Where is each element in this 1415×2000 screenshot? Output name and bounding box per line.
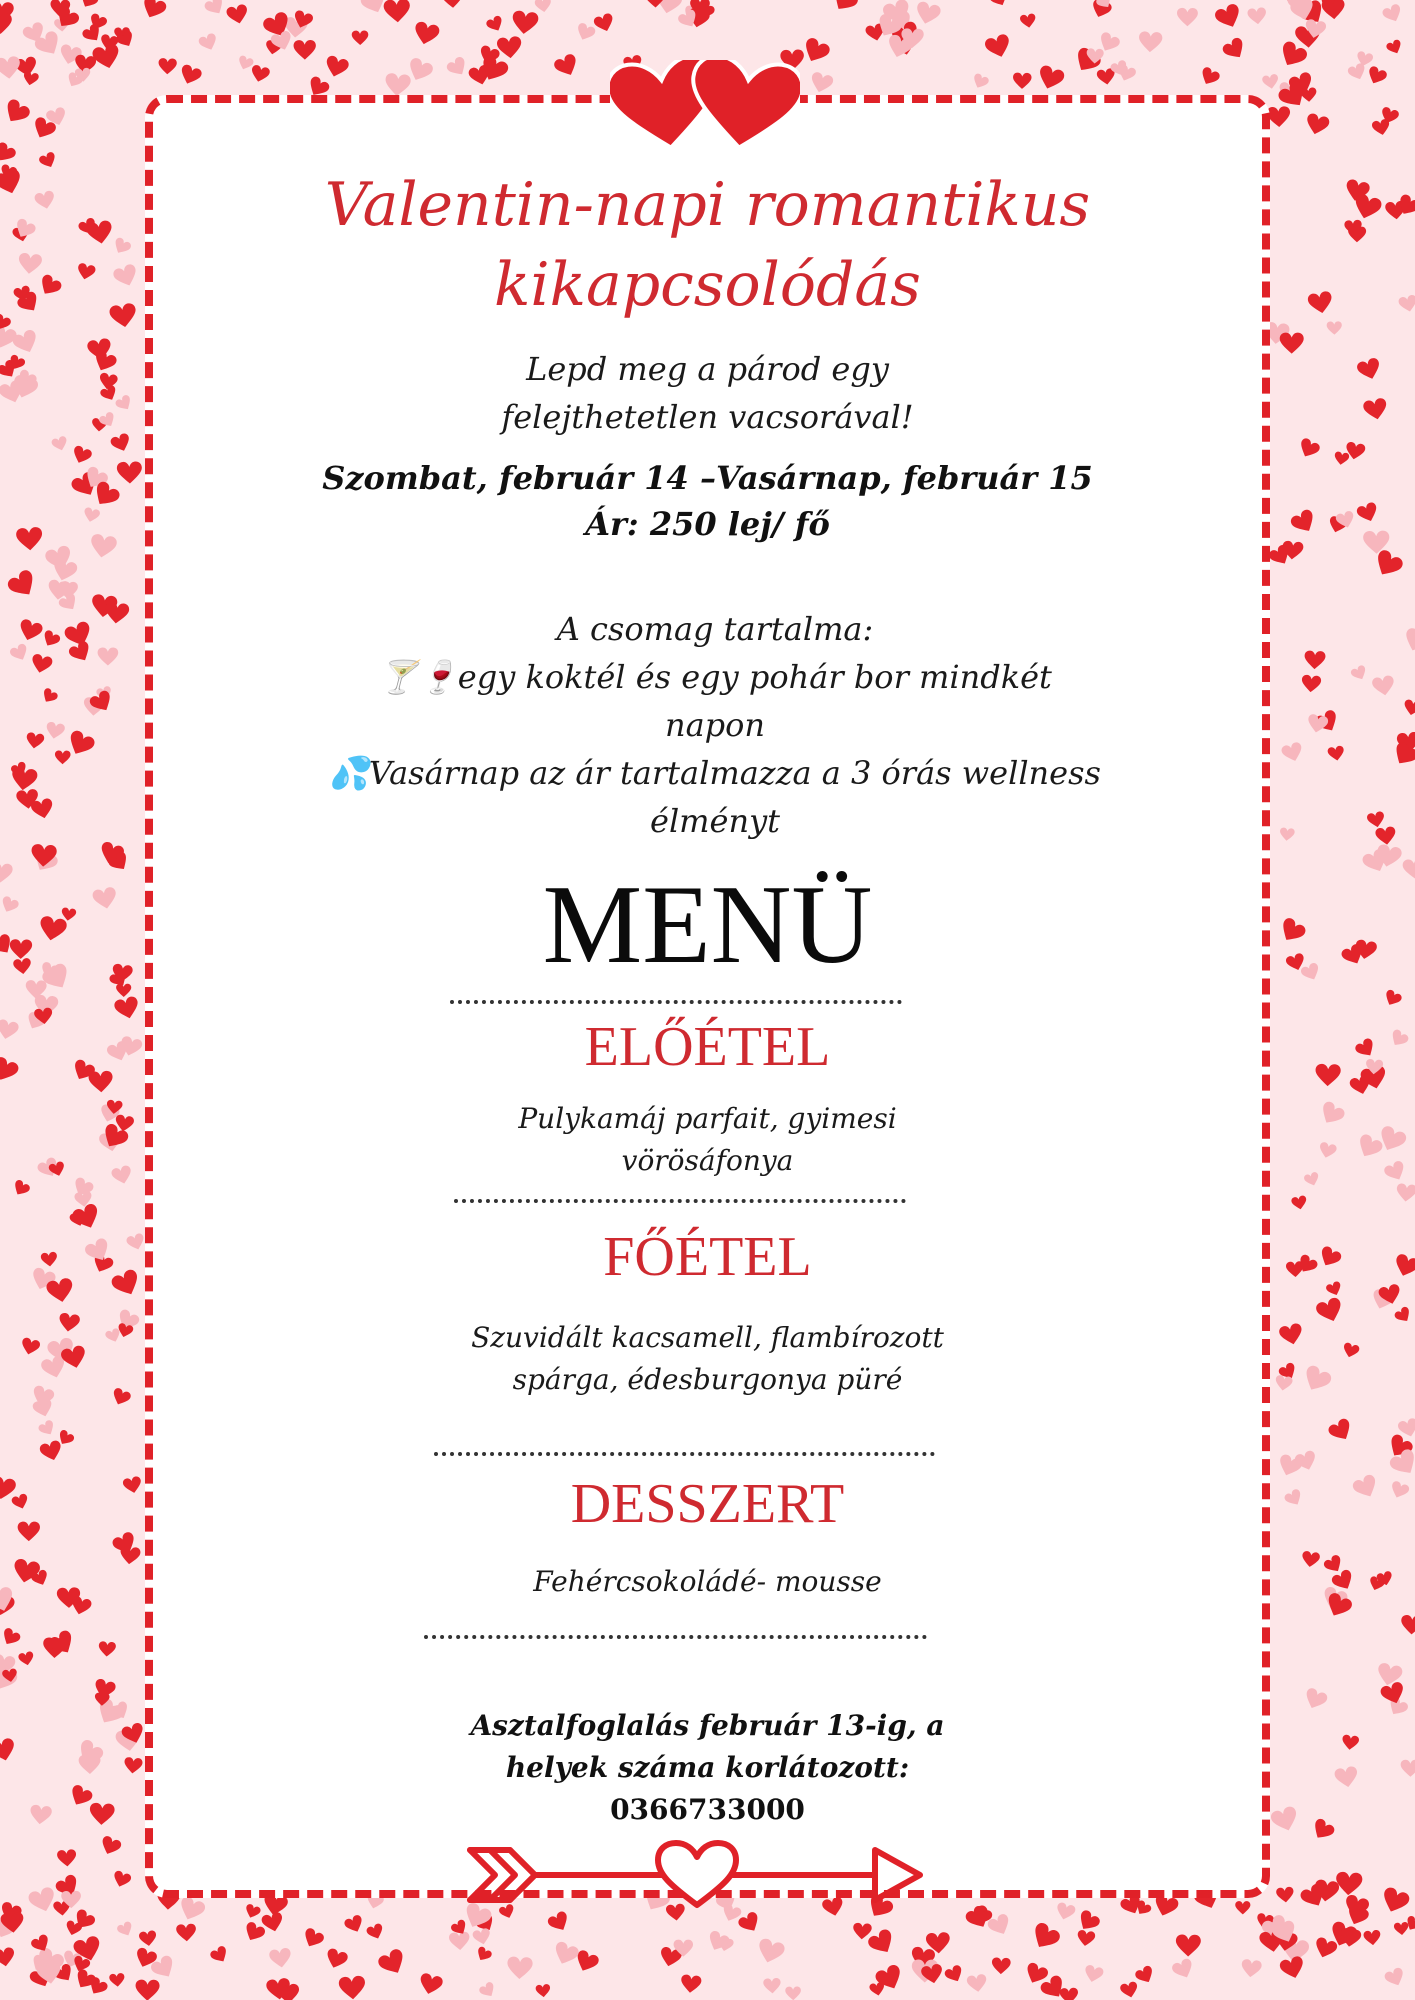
heart-icon	[1302, 1687, 1329, 1713]
heart-icon	[1350, 664, 1369, 682]
heart-icon	[1396, 1183, 1415, 1202]
heart-icon	[1354, 1037, 1378, 1061]
heart-icon	[535, 1984, 551, 1998]
heart-icon	[0, 141, 18, 166]
heart-icon	[324, 1947, 349, 1971]
heart-icon	[11, 1179, 31, 1199]
heart-icon	[98, 372, 118, 390]
heart-icon	[0, 1627, 22, 1649]
heart-icon	[1301, 1551, 1321, 1569]
heart-icon	[37, 1419, 57, 1438]
heart-icon	[1279, 827, 1295, 841]
heart-icon	[78, 0, 100, 11]
heart-icon	[1276, 39, 1309, 71]
heart-icon	[1083, 1964, 1105, 1984]
divider	[424, 1635, 927, 1639]
heart-icon	[1221, 36, 1249, 63]
heart-icon	[0, 862, 13, 883]
heart-icon	[1134, 1964, 1157, 1986]
heart-icon	[1075, 1908, 1102, 1934]
heart-icon	[116, 984, 131, 997]
heart-icon	[91, 43, 122, 72]
heart-icon	[76, 262, 97, 281]
heart-icon	[1289, 508, 1319, 537]
heart-icon	[178, 63, 203, 87]
heart-icon	[1334, 1766, 1360, 1789]
heart-icon	[104, 602, 130, 625]
booking-line-2: helyek száma korlátozott:	[505, 1751, 910, 1784]
date-range: Szombat, február 14 –Vasárnap, február 15	[322, 459, 1093, 497]
double-heart-icon	[610, 60, 800, 150]
heart-icon	[37, 915, 67, 943]
heart-icon	[1403, 699, 1415, 717]
heart-icon	[1327, 1417, 1356, 1445]
heart-icon	[1315, 1064, 1341, 1087]
heart-icon	[1280, 741, 1305, 764]
heart-icon	[243, 1903, 261, 1920]
heart-icon	[383, 0, 411, 23]
heart-icon	[18, 1522, 40, 1542]
package-drinks	[325, 653, 1105, 749]
heart-icon	[1198, 66, 1221, 88]
heart-icon	[116, 1920, 135, 1938]
heart-icon	[1388, 1028, 1410, 1050]
heart-icon	[1307, 290, 1334, 315]
title-line-1: Valentin-napi romantikus	[324, 170, 1091, 240]
intro-line-2: felejthetetlen vacsorával!	[501, 398, 914, 436]
heart-icon	[323, 55, 350, 80]
heart-icon	[1321, 0, 1345, 20]
heart-icon	[1365, 65, 1388, 87]
heart-icon	[88, 1071, 113, 1093]
heart-icon	[984, 33, 1014, 61]
section-heading-starter: ELŐÉTEL	[584, 1016, 831, 1078]
heart-icon	[1171, 1957, 1197, 1981]
heart-icon	[0, 1737, 17, 1763]
heart-icon	[82, 507, 100, 524]
heart-icon	[485, 15, 505, 35]
heart-icon	[1385, 39, 1404, 57]
heart-icon	[114, 394, 134, 414]
heart-icon	[112, 263, 140, 290]
heart-icon	[135, 1979, 159, 2000]
heart-icon	[551, 1940, 580, 1968]
heart-icon	[300, 1927, 325, 1951]
heart-icon	[1371, 675, 1396, 697]
intro-text	[145, 345, 1270, 441]
heart-icon	[1013, 73, 1032, 90]
heart-icon	[98, 1835, 122, 1858]
heart-icon	[417, 1972, 443, 1996]
heart-icon	[966, 1974, 988, 1994]
heart-icon	[34, 190, 57, 211]
event-dates	[145, 455, 1270, 547]
heart-icon	[1401, 626, 1415, 654]
heart-icon	[98, 1641, 116, 1657]
heart-icon	[829, 0, 860, 16]
heart-icon	[1036, 64, 1066, 92]
heart-icon	[0, 1019, 20, 1042]
heart-icon	[1354, 1132, 1384, 1161]
heart-icon	[988, 0, 1010, 9]
heart-icon	[226, 4, 250, 26]
heart-icon	[1028, 1921, 1062, 1954]
price: Ár: 250 lej/ fő	[585, 505, 830, 543]
section-heading-main: FŐÉTEL	[603, 1226, 812, 1288]
heart-icon	[269, 1947, 293, 1969]
heart-icon	[1325, 1280, 1343, 1297]
title-line-2: kikapcsolódás	[494, 250, 921, 320]
heart-icon	[1300, 962, 1323, 984]
heart-icon	[1020, 13, 1037, 29]
heart-icon	[236, 55, 254, 72]
dish-main	[145, 1317, 1270, 1401]
heart-icon	[1383, 1159, 1409, 1183]
heart-icon	[1401, 1615, 1415, 1635]
heart-icon	[1247, 7, 1267, 25]
heart-icon	[109, 432, 132, 454]
dish-line: Fehércsokoládé- mousse	[533, 1565, 882, 1598]
heart-icon	[92, 886, 119, 911]
heart-icon	[1076, 1930, 1096, 1948]
heart-icon	[40, 629, 61, 649]
heart-icon	[1382, 989, 1403, 1009]
heart-icon	[1317, 1245, 1343, 1270]
heart-icon	[1296, 437, 1321, 461]
heart-icon	[1266, 106, 1290, 128]
heart-icon	[1388, 1480, 1410, 1501]
heart-icon	[89, 533, 118, 559]
heart-icon	[763, 1978, 781, 1994]
heart-icon	[1317, 1100, 1347, 1129]
heart-icon	[552, 52, 581, 79]
heart-icon	[110, 1268, 144, 1300]
heart-icon	[546, 1910, 572, 1935]
heart-icon	[1327, 745, 1345, 762]
heart-icon	[1333, 451, 1349, 466]
heart-icon	[593, 12, 616, 34]
heart-icon	[123, 1757, 143, 1775]
heart-icon	[496, 36, 522, 60]
heart-icon	[176, 1895, 207, 1924]
heart-icon	[680, 1974, 702, 1994]
heart-icon	[785, 1986, 801, 2000]
heart-icon	[365, 1922, 385, 1941]
heart-icon	[27, 1886, 58, 1915]
heart-icon	[197, 32, 219, 53]
droplets-icon: 💦	[329, 754, 369, 792]
heart-icon	[16, 527, 43, 551]
divider	[434, 1452, 935, 1456]
heart-icon	[1347, 62, 1368, 82]
heart-icon	[343, 1914, 366, 1935]
heart-icon	[1301, 675, 1322, 693]
heart-icon	[242, 1920, 267, 1944]
heart-icon	[18, 1651, 35, 1667]
dish-line: Szuvidált kacsamell, flambírozott	[471, 1321, 944, 1354]
heart-icon	[866, 1927, 898, 1958]
heart-icon	[1235, 1901, 1250, 1914]
dish-line: Pulykamáj parfait, gyimesi	[518, 1102, 897, 1135]
phone-number: 0366733000	[610, 1793, 805, 1826]
heart-icon	[0, 895, 20, 915]
heart-icon	[1318, 1141, 1338, 1159]
heart-icon	[1363, 1930, 1381, 1946]
heart-icon	[449, 1931, 471, 1950]
heart-icon	[1304, 650, 1326, 669]
heart-icon	[55, 750, 71, 764]
heart-icon	[38, 151, 58, 171]
heart-icon	[1291, 1195, 1308, 1211]
heart-icon	[70, 445, 93, 467]
dish-line: spárga, édesburgonya püré	[512, 1363, 903, 1396]
divider	[450, 1000, 902, 1004]
heart-icon	[1262, 74, 1280, 91]
dish-dessert	[145, 1561, 1270, 1603]
heart-icon	[40, 1251, 58, 1267]
heart-icon	[1303, 1171, 1321, 1188]
heart-icon	[800, 36, 832, 66]
heart-icon	[1269, 1805, 1301, 1834]
heart-icon	[249, 64, 270, 84]
drinks-text: egy koktél és egy pohár bor mindkét napon	[457, 658, 1052, 744]
heart-icon	[1327, 321, 1342, 335]
heart-icon	[442, 0, 464, 8]
heart-icon	[98, 648, 119, 666]
heart-icon	[89, 1803, 115, 1826]
heart-icon	[71, 1202, 103, 1232]
package-wellness	[325, 749, 1105, 845]
heart-icon	[11, 1493, 31, 1511]
heart-icon	[117, 461, 143, 484]
heart-icon	[971, 72, 990, 90]
heart-icon	[30, 653, 54, 675]
heart-icon	[1177, 8, 1198, 26]
heart-icon	[1335, 1871, 1363, 1896]
heart-icon	[1401, 1760, 1415, 1777]
heart-icon	[5, 568, 40, 602]
heart-icon	[755, 1937, 786, 1966]
heart-icon	[445, 55, 470, 79]
heart-icon	[122, 1476, 143, 1495]
heart-icon	[111, 236, 132, 257]
heart-icon	[58, 1312, 81, 1333]
intro-line-1: Lepd meg a párod egy	[526, 350, 889, 388]
heart-icon	[1392, 1253, 1415, 1280]
heart-icon	[472, 1928, 492, 1947]
heart-icon	[1371, 118, 1391, 136]
heart-icon	[943, 1964, 965, 1985]
heart-icon	[1283, 1488, 1305, 1509]
heart-icon	[1402, 858, 1415, 880]
heart-icon	[352, 30, 369, 45]
heart-icon	[1375, 1124, 1408, 1155]
heart-icon	[203, 0, 227, 18]
heart-icon	[29, 1804, 52, 1825]
heart-icon	[991, 1957, 1010, 1974]
heart-icon	[808, 71, 834, 95]
menu-title: MENÜ	[542, 863, 873, 987]
heart-icon	[10, 939, 33, 959]
heart-icon	[51, 435, 69, 452]
page-title	[145, 165, 1270, 325]
heart-icon	[113, 995, 141, 1021]
heart-icon	[1394, 1922, 1410, 1936]
heart-icon	[1304, 112, 1331, 137]
heart-icon	[111, 1870, 132, 1890]
heart-icon	[1366, 811, 1386, 829]
heart-icon	[338, 1975, 366, 2000]
heart-icon	[474, 1945, 493, 1963]
heart-icon	[158, 58, 177, 75]
heart-icon	[1240, 1959, 1262, 1979]
heart-icon	[20, 1337, 41, 1357]
heart-icon	[36, 273, 63, 299]
heart-icon	[125, 1232, 146, 1252]
heart-icon	[176, 1923, 197, 1941]
arrow-heart-icon	[465, 1840, 930, 1910]
heart-icon	[1060, 1987, 1079, 2000]
heart-icon	[1278, 1322, 1304, 1346]
heart-icon	[39, 1439, 65, 1463]
heart-icon	[1356, 357, 1383, 382]
heart-icon	[57, 1849, 77, 1867]
heart-icon	[384, 73, 411, 97]
heart-icon	[412, 21, 441, 47]
heart-icon	[914, 0, 942, 26]
booking-line-1: Asztalfoglalás február 13-ig, a	[470, 1709, 945, 1742]
heart-icon	[574, 22, 596, 43]
package-contents	[325, 605, 1105, 845]
section-heading-dessert: DESSZERT	[570, 1473, 845, 1535]
heart-icon	[0, 13, 12, 34]
heart-icon	[1138, 31, 1162, 53]
heart-icon	[139, 1930, 158, 1947]
heart-icon	[478, 1981, 498, 2000]
heart-icon	[25, 732, 45, 750]
heart-icon	[1309, 1817, 1336, 1844]
heart-icon	[209, 1945, 231, 1966]
heart-icon	[1276, 916, 1307, 946]
heart-icon	[40, 687, 59, 706]
heart-icon	[1381, 3, 1404, 25]
dish-starter	[145, 1098, 1270, 1182]
heart-icon	[1362, 397, 1389, 421]
heart-icon	[1176, 1934, 1201, 1956]
heart-icon	[1314, 1296, 1345, 1325]
heart-icon	[1312, 1936, 1338, 1961]
heart-icon	[139, 0, 168, 22]
heart-icon	[1351, 1473, 1381, 1502]
heart-icon	[507, 1956, 533, 1979]
heart-icon	[1274, 1375, 1293, 1392]
heart-icon	[1341, 1734, 1359, 1750]
heart-icon	[1279, 1955, 1307, 1981]
heart-icon	[9, 642, 31, 663]
heart-icon	[1119, 1981, 1139, 2000]
heart-icon	[45, 721, 66, 740]
wellness-text: Vasárnap az ár tartalmazza a 3 órás wellness élményt	[368, 754, 1101, 840]
heart-icon	[1276, 1886, 1295, 1903]
heart-icon	[17, 618, 44, 643]
heart-icon	[86, 220, 115, 246]
heart-icon	[1375, 826, 1397, 846]
heart-icon	[376, 1947, 409, 1979]
heart-icon	[534, 0, 552, 13]
heart-icon	[1355, 501, 1380, 524]
heart-icon	[1383, 1966, 1407, 1989]
heart-icon	[0, 1055, 20, 1085]
heart-icon	[1341, 1342, 1360, 1359]
heart-icon	[1398, 294, 1415, 313]
heart-icon	[17, 252, 42, 275]
heart-icon	[110, 1165, 133, 1186]
heart-icon	[0, 1947, 16, 1968]
heart-icon	[110, 1387, 132, 1408]
heart-icon	[852, 1923, 872, 1940]
heart-icon	[1300, 1364, 1334, 1396]
heart-icon	[1054, 1902, 1076, 1922]
heart-icon	[109, 302, 138, 329]
cocktail-wine-icon: 🍸🍷	[378, 658, 458, 696]
heart-icon	[1393, 1305, 1413, 1325]
heart-icon	[109, 1973, 125, 1988]
heart-icon	[67, 1783, 94, 1809]
heart-icon	[293, 40, 316, 60]
heart-icon	[1213, 2, 1244, 31]
heart-icon	[511, 10, 539, 35]
booking-info	[145, 1705, 1270, 1831]
heart-icon	[1, 97, 32, 127]
divider	[454, 1199, 906, 1203]
heart-icon	[1379, 1886, 1411, 1917]
package-heading: A csomag tartalma:	[556, 610, 874, 648]
heart-icon	[1280, 333, 1304, 354]
dish-line: vörösáfonya	[621, 1144, 794, 1177]
heart-icon	[13, 958, 32, 975]
